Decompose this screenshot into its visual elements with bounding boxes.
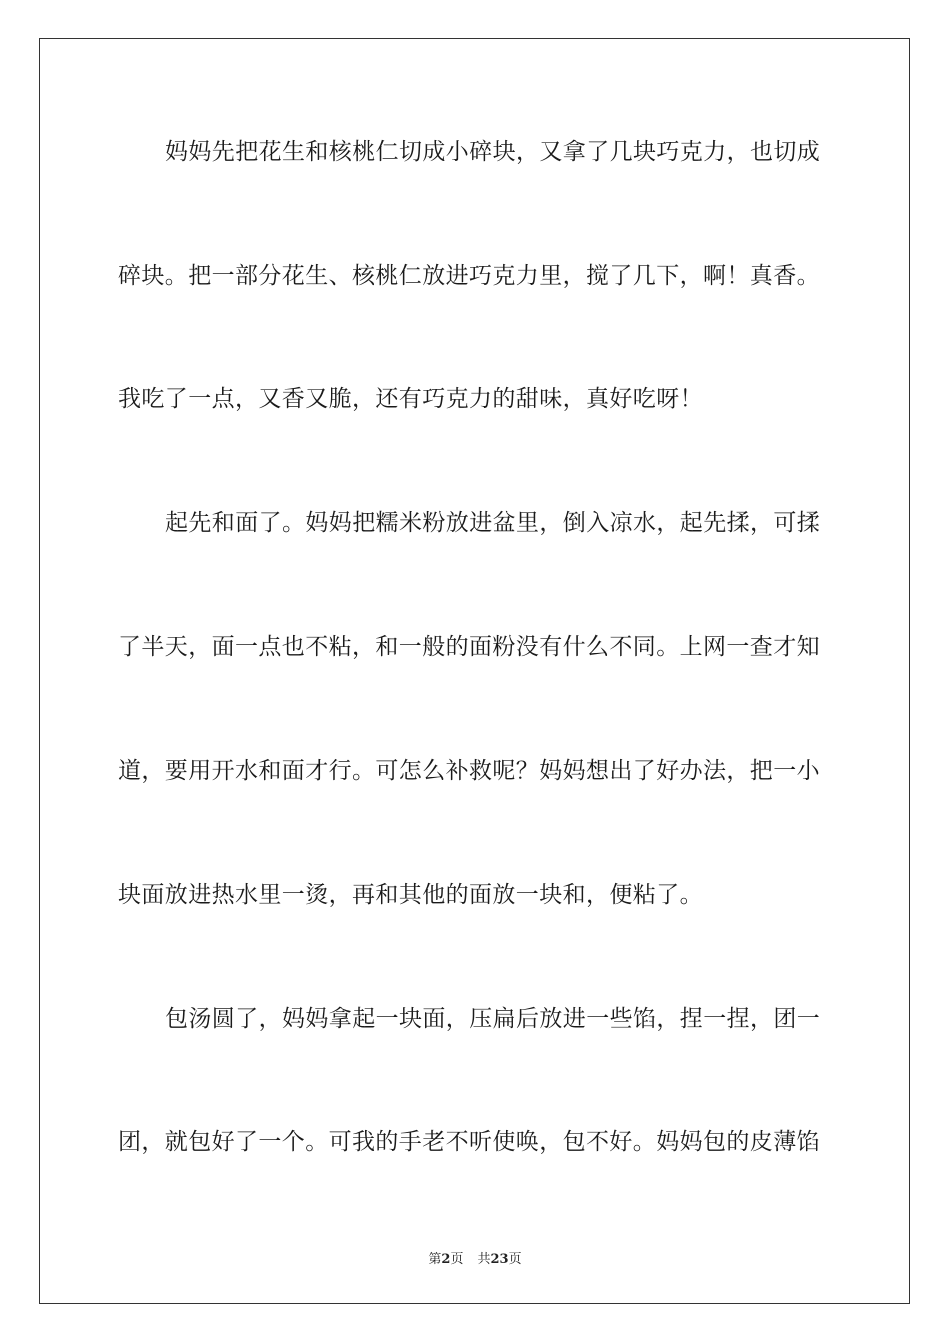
paragraph-1-line-2: 碎块。把一部分花生、核桃仁放进巧克力里，搅了几下，啊！真香。 [118, 263, 820, 289]
paragraph-2-line-1: 起先和面了。妈妈把糯米粉放进盆里，倒入凉水，起先揉，可揉 [165, 510, 821, 536]
page-border [39, 38, 910, 1304]
paragraph-1-line-1: 妈妈先把花生和核桃仁切成小碎块，又拿了几块巧克力，也切成 [165, 139, 821, 165]
paragraph-2-line-4: 块面放进热水里一烫，再和其他的面放一块和，便粘了。 [118, 882, 703, 908]
paragraph-1-line-3: 我吃了一点，又香又脆，还有巧克力的甜味，真好吃呀！ [118, 386, 703, 412]
page-prefix: 第 [428, 1252, 442, 1267]
paragraph-3-line-2: 团，就包好了一个。可我的手老不听使唤，包不好。妈妈包的皮薄馅 [118, 1129, 820, 1155]
total-pages: 23 [490, 1252, 509, 1267]
page-footer [0, 1248, 950, 1267]
page-suffix: 页 [450, 1252, 464, 1267]
paragraph-3-line-1: 包汤圆了，妈妈拿起一块面，压扁后放进一些馅，捏一捏，团一 [165, 1006, 821, 1032]
paragraph-2-line-3: 道，要用开水和面才行。可怎么补救呢？妈妈想出了好办法，把一小 [118, 758, 820, 784]
total-suffix: 页 [508, 1252, 522, 1267]
paragraph-2-line-2: 了半天，面一点也不粘，和一般的面粉没有什么不同。上网一查才知 [118, 634, 820, 660]
total-prefix: 共 [477, 1252, 491, 1267]
page-number: 2 [441, 1252, 451, 1267]
